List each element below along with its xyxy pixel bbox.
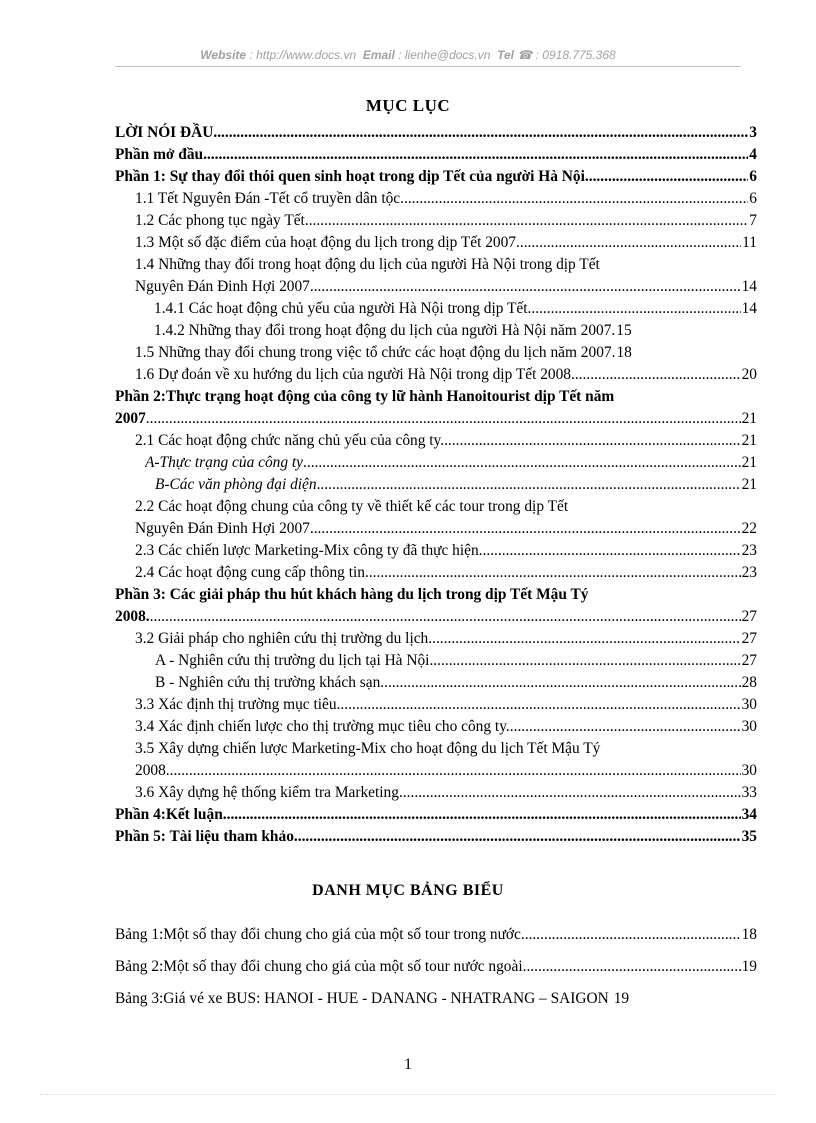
table-page: 18 — [741, 926, 757, 943]
table-entry-text: Bảng 1:Một số thay đổi chung cho giá của một số tour trong nước — [115, 926, 521, 943]
toc-entry-preface[interactable] — [115, 122, 757, 144]
dot-leader — [510, 716, 741, 738]
toc-entry-text: 2.1 Các hoạt động chức năng chủ yếu của công ty. — [135, 432, 445, 449]
toc-page: 20 — [741, 366, 757, 383]
toc-entry-3-6[interactable] — [135, 782, 757, 804]
toc-entry-text: 2007 — [115, 410, 146, 427]
toc-entry-text: Phần 5: Tài liệu tham khảo — [115, 828, 294, 845]
toc-entry-text: 3.4 Xác định chiến lược cho thị trường mục tiêu cho công ty. — [135, 718, 510, 735]
toc-page: 6 — [749, 190, 757, 207]
table-entry-3[interactable] — [115, 988, 757, 1010]
toc-entry-1-5[interactable] — [135, 342, 757, 364]
dot-leader — [303, 452, 741, 474]
dot-leader — [170, 760, 741, 782]
toc-entry-text: Phần 1: Sự thay đổi thói quen sinh hoạt trong dịp Tết của người Hà Nội. — [115, 168, 589, 185]
dot-leader — [340, 694, 740, 716]
toc-entry-part3[interactable] — [115, 606, 757, 628]
dot-leader — [314, 518, 741, 540]
toc-entry-3-2[interactable] — [135, 628, 757, 650]
toc-entry-3-2-a[interactable] — [155, 650, 757, 672]
toc-page: 30 — [741, 762, 757, 779]
toc-entry-part5[interactable] — [115, 826, 757, 848]
toc-entry-part4[interactable] — [115, 804, 757, 826]
toc-entry-1-4[interactable] — [135, 276, 757, 298]
toc-entry-text: 2.4 Các hoạt động cung cấp thông tin. — [135, 564, 369, 581]
dot-leader — [483, 540, 741, 562]
toc-entry-3-5[interactable] — [135, 760, 757, 782]
dot-leader — [309, 210, 749, 232]
tel-label: Tel — [497, 48, 514, 62]
toc-entry-text: B-Các văn phòng đại diện — [155, 476, 317, 493]
toc-entry-text: Nguyên Đán Đinh Hợi 2007. — [135, 520, 314, 537]
page-number: 1 — [404, 1056, 412, 1073]
toc-entry-intro[interactable] — [115, 144, 757, 166]
dot-leader — [223, 804, 741, 826]
table-page: 19 — [741, 958, 757, 975]
toc-page: 33 — [741, 784, 757, 801]
toc-entry-text: 1.4.2 Những thay đổi trong hoạt động du lịch của người Hà Nội năm 2007. — [154, 322, 616, 339]
toc-entry-1-4-2[interactable] — [154, 320, 757, 342]
dot-leader — [433, 650, 740, 672]
toc-page: 21 — [741, 432, 757, 449]
toc-entry-2-1-a[interactable] — [145, 452, 757, 474]
toc-page: 14 — [741, 278, 757, 295]
toc-entry-text: 1.6 Dự đoán về xu hướng du lịch của người Hà Nội trong dịp Tết 2008. — [135, 366, 575, 383]
toc-entry-text: Phần mở đầu — [115, 146, 204, 163]
table-entry-2[interactable] — [115, 956, 757, 978]
toc-entry-part1[interactable] — [115, 166, 757, 188]
dot-leader — [203, 144, 748, 166]
dot-leader — [150, 606, 741, 628]
dot-leader — [369, 562, 741, 584]
toc-entry-3-3[interactable] — [135, 694, 757, 716]
dot-leader — [146, 408, 741, 430]
toc-entry-2-2[interactable] — [135, 518, 757, 540]
toc-page: 6 — [749, 168, 757, 185]
toc-page: 15 — [616, 322, 632, 339]
toc-page: 28 — [741, 674, 757, 691]
toc-entry-2-1-b[interactable] — [155, 474, 757, 496]
dot-leader — [213, 122, 748, 144]
toc-entry-text: Phần 4:Kết luận — [115, 806, 223, 823]
email-label: Email — [362, 48, 395, 62]
toc-page: 21 — [741, 410, 757, 427]
dot-leader — [384, 672, 740, 694]
dot-leader — [575, 364, 741, 386]
dot-leader — [400, 188, 748, 210]
toc-page: 11 — [742, 234, 757, 251]
toc-entry-1-1[interactable] — [135, 188, 757, 210]
toc-entry-text: 1.5 Những thay đổi chung trong việc tổ chức các hoạt động du lịch năm 2007. — [135, 344, 616, 361]
dot-leader — [432, 628, 741, 650]
dot-leader — [403, 782, 741, 804]
toc-entry-2-1[interactable] — [135, 430, 757, 452]
toc-entry-text: LỜI NÓI ĐẦU — [115, 124, 214, 141]
dot-leader — [589, 166, 749, 188]
table-entry-text: Bảng 2:Một số thay đổi chung cho giá của một số tour nước ngoài — [115, 958, 523, 975]
dot-leader — [444, 430, 741, 452]
toc-entry-text: Nguyên Đán Đinh Hợi 2007. — [135, 278, 314, 295]
dot-leader — [314, 276, 741, 298]
toc-entry-text: B - Nghiên cứu thị trường khách sạn. — [155, 674, 385, 691]
email-value: : lienhe@docs.vn — [398, 48, 491, 62]
toc-entry-1-2[interactable] — [135, 210, 757, 232]
toc-entry-part2-line1[interactable]: Phần 2:Thực trạng hoạt động của công ty lữ hành Hanoitourist dịp Tết năm — [115, 388, 615, 405]
table-entry-text: Bảng 3:Giá vé xe BUS: HANOI - HUE - DANANG - NHATRANG – SAIGON — [115, 990, 609, 1007]
toc-page: 22 — [741, 520, 757, 537]
toc-page: 21 — [741, 476, 757, 493]
toc-page: 23 — [741, 564, 757, 581]
footer-divider — [40, 1094, 776, 1095]
toc-entry-text: 1.4.1 Các hoạt động chủ yếu của người Hà Nội trong dịp Tết. — [154, 300, 532, 317]
toc-page: 4 — [749, 146, 757, 163]
toc-entry-text: A - Nghiên cứu thị trường du lịch tại Hà Nội. — [155, 652, 434, 669]
toc-page: 23 — [741, 542, 757, 559]
toc-entry-text: 2008. — [115, 608, 150, 625]
toc-entry-text: 3.6 Xây dựng hệ thống kiểm tra Marketing. — [135, 784, 403, 801]
toc-page: 30 — [741, 696, 757, 713]
toc-entry-2-2-line1[interactable]: 2.2 Các hoạt động chung của công ty về thiết kế các tour trong dịp Tết — [135, 498, 569, 515]
toc-page: 27 — [741, 652, 757, 669]
toc-entry-text: 1.1 Tết Nguyên Đán -Tết cổ truyền dân tộc — [135, 190, 401, 207]
toc-title: MỤC LỤC — [365, 96, 451, 115]
dot-leader — [516, 232, 741, 254]
toc-entry-1-6[interactable] — [135, 364, 757, 386]
toc-entry-2-4[interactable] — [135, 562, 757, 584]
website-value: : http://www.docs.vn — [249, 48, 357, 62]
table-entry-1[interactable] — [115, 924, 757, 946]
dot-leader — [531, 298, 740, 320]
toc-entry-text: 1.2 Các phong tục ngày Tết. — [135, 212, 309, 229]
toc-page: 27 — [741, 608, 757, 625]
toc-page: 18 — [616, 344, 632, 361]
toc-page: 3 — [749, 124, 757, 141]
toc-entry-text: 3.3 Xác định thị trường mục tiêu. — [135, 696, 341, 713]
dot-leader — [523, 956, 741, 978]
toc-entry-1-4-line1[interactable]: 1.4 Những thay đổi trong hoạt động du lịch của người Hà Nội trong dịp Tết — [135, 256, 600, 273]
table-page: 19 — [613, 990, 630, 1007]
toc-entry-text: 3.2 Giải pháp cho nghiên cứu thị trường du lịch. — [135, 630, 433, 647]
toc-entry-part3-line1[interactable]: Phần 3: Các giải pháp thu hút khách hàng du lịch trong dịp Tết Mậu Tý — [115, 586, 589, 603]
toc-page: 35 — [741, 828, 757, 845]
toc-entry-text: 2.3 Các chiến lược Marketing-Mix công ty đã thực hiện. — [135, 542, 483, 559]
toc-page: 14 — [741, 300, 757, 317]
toc-entry-3-5-line1[interactable]: 3.5 Xây dựng chiến lược Marketing-Mix cho hoạt động du lịch Tết Mậu Tý — [135, 740, 601, 757]
tel-value: ☎ : 0918.775.368 — [517, 48, 616, 62]
toc-entry-text: 2008. — [135, 762, 170, 779]
toc-entry-text: 1.3 Một số đặc điểm của hoạt động du lịch trong dịp Tết 2007 — [135, 234, 517, 251]
dot-leader — [294, 826, 741, 848]
page-header — [0, 48, 816, 62]
website-label: Website — [200, 48, 247, 62]
toc-page: 34 — [741, 806, 757, 823]
dot-leader — [317, 474, 741, 496]
header-divider — [115, 66, 741, 67]
toc-page: 27 — [741, 630, 757, 647]
toc-entry-1-3[interactable] — [135, 232, 757, 254]
toc-entry-1-4-1[interactable] — [154, 298, 757, 320]
toc-entry-3-4[interactable] — [135, 716, 757, 738]
toc-entry-2-3[interactable] — [135, 540, 757, 562]
toc-page: 21 — [741, 454, 757, 471]
toc-entry-3-2-b[interactable] — [155, 672, 757, 694]
toc-entry-text: A-Thực trạng của công ty — [145, 454, 303, 471]
dot-leader — [521, 924, 741, 946]
toc-page: 7 — [749, 212, 757, 229]
tables-title: DANH MỤC BẢNG BIỂU — [312, 882, 504, 899]
toc-entry-part2[interactable] — [115, 408, 757, 430]
toc-page: 30 — [741, 718, 757, 735]
